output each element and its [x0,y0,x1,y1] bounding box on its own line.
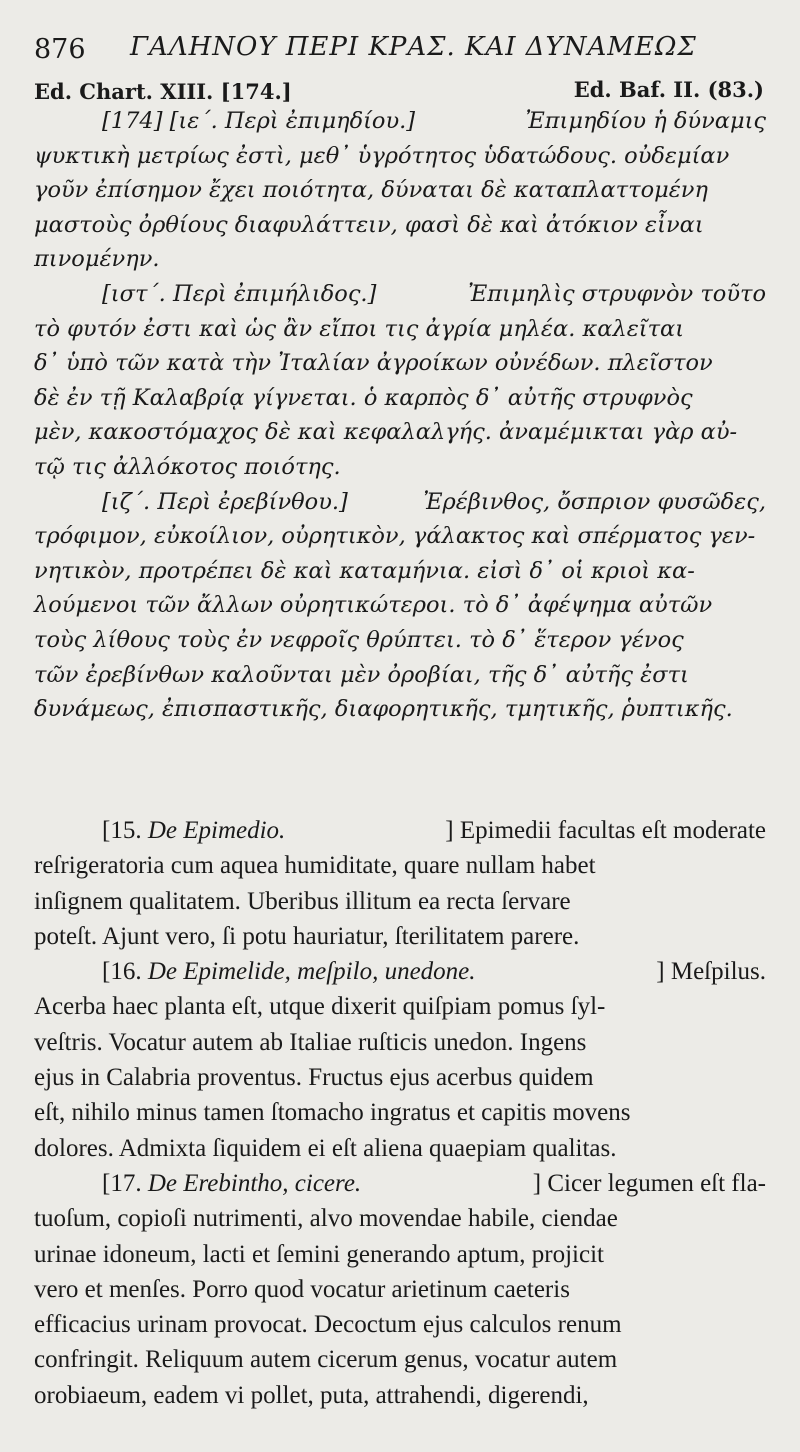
section-heading [102,1166,361,1201]
section-title: De Erebintho, cicere. [147,1169,362,1197]
latin-line [34,884,766,919]
latin-line [34,1095,766,1130]
latin-segment: ] Epimedii facultas eſt moderate [445,817,766,844]
greek-segment: δ᾿ ὑπὸ τῶν κατὰ τὴν Ἰταλίαν ἀγροίκων οὐνέδων. πλεῖστον [34,350,713,377]
greek-segment: τρόφιμον, εὐκοίλιον, οὐρητικὸν, γάλακτος καὶ σπέρματος γεν- [34,523,756,550]
greek-line [34,415,766,450]
greek-segment: [174] [ιε΄. Περὶ ἐπιμηδίου.] [102,108,416,134]
section-heading [102,954,476,989]
greek-line [34,312,766,347]
latin-segment: tuoſum, copioſi nutrimenti, alvo movendae habile, ciendae [34,1205,618,1233]
latin-text [34,813,766,1413]
greek-line [34,588,766,623]
greek-segment: μαστοὺς ὀρθίους διαφυλάττειν, φασὶ δὲ καὶ ἀτόκιον εἶναι [34,211,704,238]
greek-line [34,381,766,416]
latin-line [34,1131,766,1166]
greek-segment: [ιστ΄. Περὶ ἐπιμήλιδος.] [102,280,377,307]
latin-line [34,1272,766,1307]
greek-line [34,692,766,727]
latin-segment: orobiaeum, eadem vi pollet, puta, attrahendi, digerendi, [34,1381,589,1409]
greek-segment: λούμενοι τῶν ἄλλων οὐρητικώτεροι. τὸ δ᾿ ἀφέψημα αὐτῶν [34,592,713,619]
greek-segment: τῶν ἐρεβίνθων καλοῦνται μὲν ὀροβίαι, τῆς δ᾿ αὐτῆς ἐστι [34,661,689,688]
latin-line [34,813,766,848]
greek-line [34,623,766,658]
greek-line [34,450,766,485]
latin-line [34,848,766,883]
latin-segment: efficacius urinam provocat. Decoctum ejus calculos renum [34,1311,622,1339]
latin-line [34,1237,766,1272]
section-title: De Epimedio. [147,817,286,844]
section-number: [15. [102,817,148,844]
latin-line [34,1307,766,1342]
greek-line [34,346,766,381]
greek-segment: πινομένην. [34,246,160,273]
greek-line [34,208,766,243]
greek-segment: Ἐπιμηλὶς στρυφνὸν τοῦτο [468,280,766,307]
latin-segment: urinae idoneum, lacti et ſemini generando aptum, projicit [34,1240,604,1268]
greek-line [34,173,766,208]
greek-line [34,519,766,554]
latin-segment: poteſt. Ajunt vero, ſi potu hauriatur, ſterilitatem parere. [34,922,580,950]
greek-line [34,242,766,277]
greek-line [34,554,766,589]
greek-segment: τῷ τις ἀλλόκοτος ποιότης. [34,453,341,480]
latin-line [34,1060,766,1095]
latin-segment: ejus in Calabria proventus. Fructus ejus acerbus quidem [34,1064,594,1092]
page-number: 876 [34,34,86,65]
greek-segment: τοὺς λίθους τοὺς ἐν νεφροῖς θρύπτει. τὸ δ᾿ ἕτερον γένος [34,626,684,653]
latin-segment: Acerba haec planta eſt, utque dixerit quiſpiam pomus ſyl- [34,993,606,1021]
greek-segment: Ἐπιμηδίου ἡ δύναμις [525,108,766,134]
greek-segment: δυνάμεως, ἐπισπαστικῆς, διαφορητικῆς, τμητικῆς, ῥυπτικῆς. [34,696,733,723]
section-number: [17. [102,1169,148,1197]
latin-segment: dolores. Admixta ſiquidem ei eſt aliena quaepiam qualitas. [34,1134,617,1162]
latin-line [34,989,766,1024]
greek-line [34,104,766,139]
latin-line [34,1342,766,1377]
latin-segment: veſtris. Vocatur autem ab Italiae ruſticis unedon. Ingens [34,1028,587,1056]
edition-left: Ed. Chart. XIII. [174.] [34,79,292,104]
latin-segment: ] Cicer legumen eſt fla- [532,1169,766,1197]
latin-segment: ] Meſpilus. [656,958,766,986]
latin-segment: inſignem qualitatem. Uberibus illitum ea recta ſervare [34,887,571,915]
latin-line [34,1378,766,1413]
greek-segment: γοῦν ἐπίσημον ἔχει ποιότητα, δύναται δὲ καταπλαττομένη [34,177,708,204]
greek-segment: νητικὸν, προτρέπει δὲ καὶ καταμήνια. εἰσὶ δ᾿ οἱ κριοὶ κα- [34,557,695,584]
latin-segment: vero et menſes. Porro quod vocatur arietinum caeteris [34,1275,570,1303]
latin-line [34,954,766,989]
greek-segment: [ιζ΄. Περὶ ἐρεβίνθου.] [102,488,348,515]
greek-segment: ψυκτικὴ μετρίως ἐστὶ, μεθ᾿ ὑγρότητος ὑδατώδους. οὐδεμίαν [34,142,730,169]
greek-line [34,485,766,520]
latin-line [34,1025,766,1060]
latin-line [34,1166,766,1201]
latin-segment: reſrigeratoria cum aquea humiditate, quare nullam habet [34,852,596,880]
latin-segment: confringit. Reliquum autem cicerum genus, vocatur autem [34,1346,618,1374]
section-heading [102,813,285,848]
greek-text [34,104,766,727]
running-title: ΓΑΛΗΝΟΥ ΠΕΡΙ ΚΡΑΣ. ΚΑΙ ΔΥΝΑΜΕΩΣ [130,32,697,62]
section-number: [16. [102,958,148,986]
greek-segment: δὲ ἐν τῇ Καλαβρίᾳ γίγνεται. ὁ καρπὸς δ᾿ αὐτῆς στρυφνὸς [34,384,693,411]
greek-line [34,658,766,693]
greek-line [34,139,766,174]
greek-segment: τὸ φυτόν ἐστι καὶ ὡς ἂν εἴποι τις ἀγρία μηλέα. καλεῖται [34,315,685,342]
latin-segment: eſt, nihilo minus tamen ſtomacho ingratus et capitis movens [34,1099,631,1127]
section-title: De Epimelide, meſpilo, unedone. [147,958,476,986]
greek-line [34,277,766,312]
latin-line [34,1201,766,1236]
latin-line [34,919,766,954]
edition-right: Ed. Baf. II. (83.) [573,77,764,102]
greek-segment: Ἐρέβινθος, ὄσπριον φυσῶδες, [423,488,766,515]
greek-segment: μὲν, κακοστόμαχος δὲ καὶ κεφαλαλγής. ἀναμέμικται γὰρ αὐ- [34,419,738,446]
